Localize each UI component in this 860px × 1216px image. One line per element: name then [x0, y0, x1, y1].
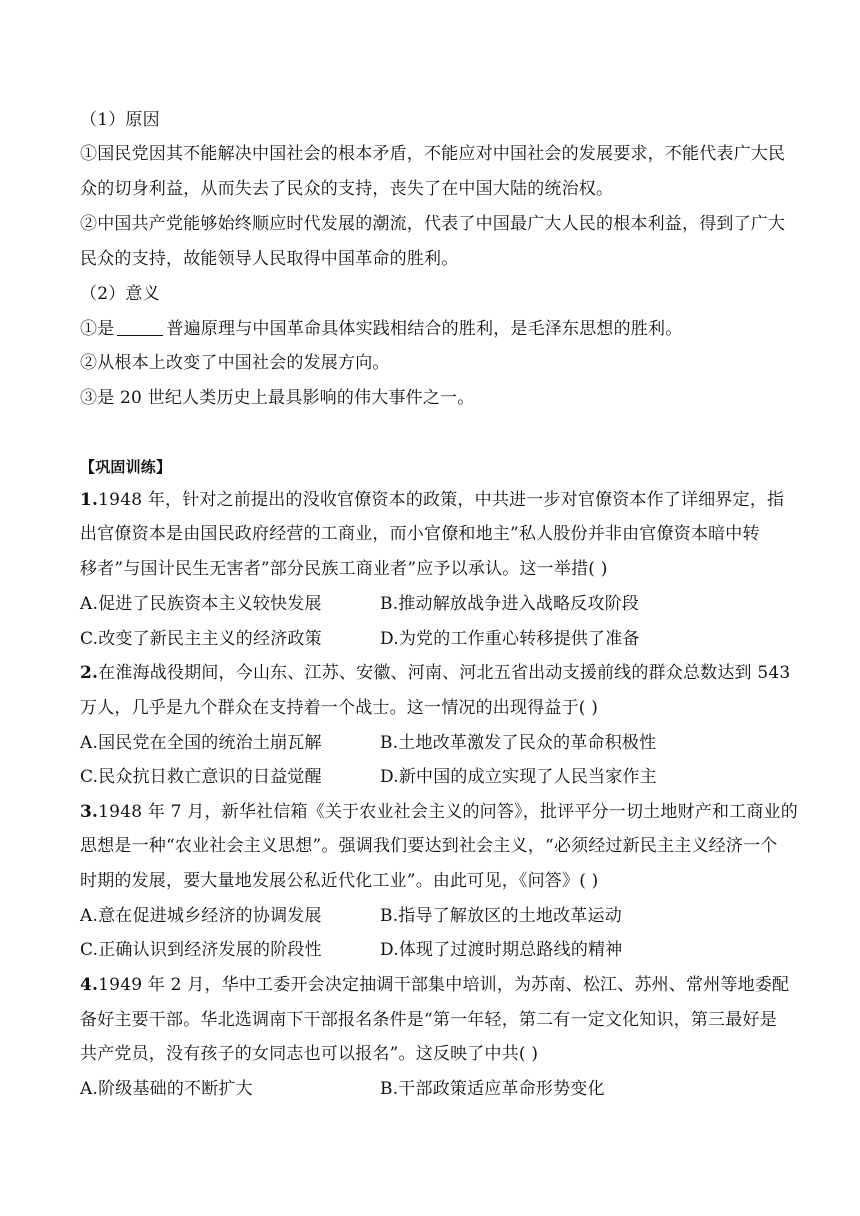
question-2-line-2: 万人，几乎是九个群众在支持着一个战士。这一情况的出现得益于( ) — [80, 698, 599, 718]
question-1-option-a: A.促进了民族资本主义较快发展 — [80, 594, 322, 614]
question-2-option-a: A.国民党在全国的统治土崩瓦解 — [80, 733, 322, 753]
question-2-text-1: 在淮海战役期间，今山东、江苏、安徽、河南、河北五省出动支援前线的群众总数达到 543 — [98, 663, 791, 683]
question-2-option-d: D.新中国的成立实现了人民当家作主 — [380, 767, 657, 787]
significance-p1-suffix: 普遍原理与中国革命具体实践相结合的胜利，是毛泽东思想的胜利。 — [166, 319, 683, 339]
significance-paragraph-3: ③是 20 世纪人类历史上最具影响的伟大事件之一。 — [80, 388, 475, 408]
fill-in-blank — [117, 319, 163, 336]
question-1-line-3: 移者”与国计民生无害者”部分民族工商业者”应予以承认。这一举措( ) — [80, 559, 608, 579]
question-4-option-b: B.干部政策适应革命形势变化 — [380, 1079, 605, 1099]
reasons-paragraph-2-line-1: ②中国共产党能够始终顺应时代发展的潮流，代表了中国最广大人民的根本利益，得到了广大 — [80, 214, 786, 234]
question-3-line-1 — [80, 800, 798, 824]
question-1-options-row-2 — [80, 627, 790, 651]
question-3-option-b: B.指导了解放区的土地改革运动 — [380, 906, 622, 926]
reasons-paragraph-2-line-2: 民众的支持，故能领导人民取得中国革命的胜利。 — [80, 249, 459, 269]
question-2-line-1 — [80, 661, 790, 685]
question-2-option-c: C.民众抗日救亡意识的日益觉醒 — [80, 767, 322, 787]
question-4-line-3: 共产党员，没有孩子的女同志也可以报名”。这反映了中共( ) — [80, 1044, 539, 1064]
question-1-option-c: C.改变了新民主主义的经济政策 — [80, 629, 322, 649]
question-1-options-row-1 — [80, 592, 790, 616]
question-1-number: 1. — [80, 490, 99, 510]
question-2-options-row-2 — [80, 765, 790, 789]
question-3-option-d: D.体现了过渡时期总路线的精神 — [380, 940, 623, 960]
reasons-paragraph-1-line-1: ①国民党因其不能解决中国社会的根本矛盾，不能应对中国社会的发展要求，不能代表广大民 — [80, 144, 786, 164]
question-4-line-2: 备好主要干部。华北选调南下干部报名条件是“第一年轻，第二有一定文化知识，第三最好是 — [80, 1010, 777, 1030]
question-4-line-1 — [80, 973, 790, 997]
question-2-number: 2. — [80, 663, 99, 683]
practice-heading: 【巩固训练】 — [80, 458, 172, 476]
question-3-option-c: C.正确认识到经济发展的阶段性 — [80, 940, 322, 960]
question-1-line-2: 出官僚资本是由国民政府经营的工商业，而小官僚和地主”私人股份并非由官僚资本暗中转 — [80, 524, 760, 544]
question-3-line-2: 思想是一种“农业社会主义思想”。强调我们要达到社会主义，“必须经过新民主主义经济一个 — [80, 836, 778, 856]
question-3-line-3: 时期的发展，要大量地发展公私近代化工业”。由此可见，《问答》( ) — [80, 871, 599, 891]
question-4-number: 4. — [80, 975, 99, 995]
question-3-options-row-1 — [80, 904, 790, 928]
question-4-text-1: 1949 年 2 月，华中工委开会决定抽调干部集中培训，为苏南、松江、苏州、常州等地委配 — [98, 975, 790, 995]
significance-heading: （2）意义 — [80, 284, 160, 304]
question-1-text-1: 1948 年，针对之前提出的没收官僚资本的政策，中共进一步对官僚资本作了详细界定，指 — [98, 490, 785, 510]
question-3-option-a: A.意在促进城乡经济的协调发展 — [80, 906, 322, 926]
question-3-options-row-2 — [80, 938, 790, 962]
question-2-option-b: B.土地改革激发了民众的革命积极性 — [380, 733, 657, 753]
question-4-option-a: A.阶级基础的不断扩大 — [80, 1079, 253, 1099]
question-3-text-1: 1948 年 7 月，新华社信箱《关于农业社会主义的问答》，批评平分一切土地财产和工商业的 — [98, 802, 798, 822]
question-4-options-row-1 — [80, 1077, 790, 1101]
significance-paragraph-2: ②从根本上改变了中国社会的发展方向。 — [80, 353, 390, 373]
reasons-heading: （1）原因 — [80, 110, 160, 130]
reasons-paragraph-1-line-2: 众的切身利益，从而失去了民众的支持，丧失了在中国大陆的统治权。 — [80, 179, 614, 199]
question-1-line-1 — [80, 488, 790, 512]
significance-p1-prefix: ①是 — [80, 319, 115, 339]
question-2-options-row-1 — [80, 731, 790, 755]
question-1-option-d: D.为党的工作重心转移提供了准备 — [380, 629, 640, 649]
significance-paragraph-1 — [80, 317, 790, 341]
question-3-number: 3. — [80, 802, 99, 822]
question-1-option-b: B.推动解放战争进入战略反攻阶段 — [380, 594, 640, 614]
